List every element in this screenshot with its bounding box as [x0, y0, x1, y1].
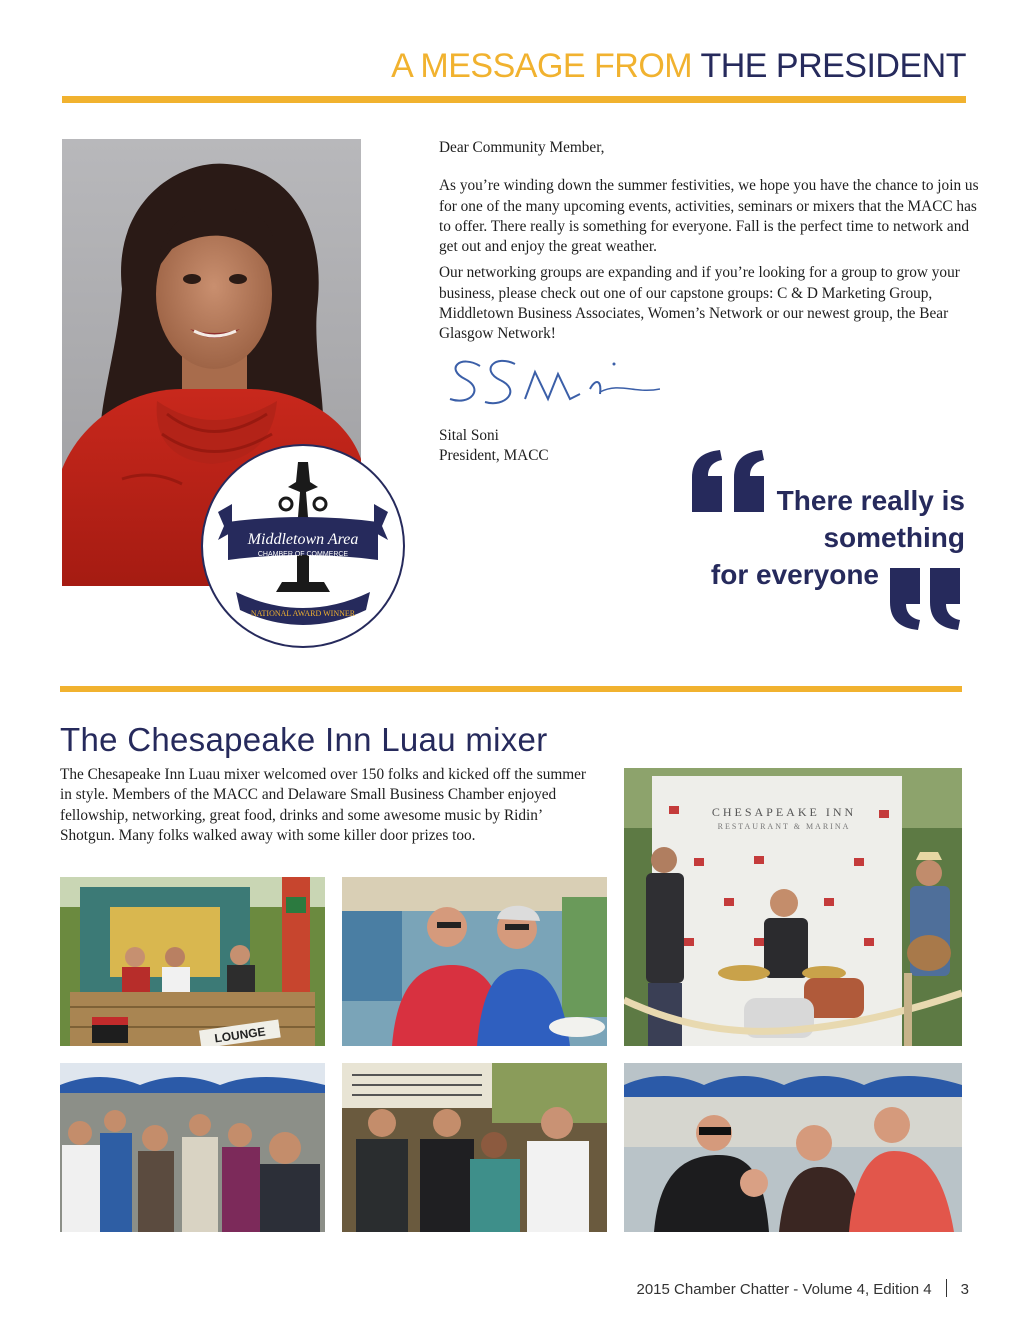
photo-band-performance	[624, 768, 962, 1046]
page-footer	[636, 1279, 969, 1301]
signer-title: President, MACC	[439, 447, 549, 465]
close-quote-icon	[884, 564, 964, 634]
handwritten-signature	[440, 344, 660, 422]
mixer-description: The Chesapeake Inn Luau mixer welcomed over 150 folks and kicked off the summer in style. Members of the MACC and Delaware Small Business Chamber enjoyed fellowship, networking, great food, drinks and some awesome music by Ridin’ Shotgun. Many folks walked away with some killer door prizes too.	[60, 766, 587, 844]
photo-crowd-networking	[60, 1063, 325, 1232]
header-title-part2: THE PRESIDENT	[700, 47, 966, 85]
seal-banner-text: Middletown Area	[247, 531, 359, 548]
photo-group-of-four	[342, 1063, 607, 1232]
signer-block	[439, 426, 549, 467]
pull-quote-line-3: for everyone	[710, 559, 879, 590]
seal-award-text: NATIONAL AWARD WINNER	[250, 609, 356, 618]
footer-separator	[946, 1279, 947, 1297]
page-number: 3	[960, 1281, 969, 1298]
header-title-part1: A MESSAGE FROM	[391, 47, 701, 85]
footer-publication: 2015 Chamber Chatter - Volume 4, Edition 4	[636, 1281, 932, 1298]
photo-couple-smiling	[342, 877, 607, 1046]
open-quote-icon	[690, 448, 770, 518]
backdrop-subtitle: RESTAURANT & MARINA	[717, 822, 851, 831]
photo-tiki-bar	[60, 877, 325, 1046]
photo-women-group	[624, 1063, 962, 1232]
pull-quote-line-1: There really is	[776, 485, 965, 516]
chamber-seal-logo	[198, 442, 408, 650]
lounge-sign-text: LOUNGE	[213, 1024, 267, 1046]
president-letter	[439, 138, 979, 351]
signer-name: Sital Soni	[439, 427, 499, 444]
page-header-title	[391, 46, 966, 86]
pull-quote-line-2: something	[823, 522, 965, 553]
seal-sub-text: CHAMBER OF COMMERCE	[257, 551, 349, 558]
letter-greeting: Dear Community Member,	[439, 139, 605, 156]
mixer-section-title: The Chesapeake Inn Luau mixer	[60, 721, 548, 758]
letter-paragraph-2: Our networking groups are expanding and if you’re looking for a group to grow your business, please check out one of our capstone groups: C & D Marketing Group, Middletown Business Associates, Women’s Network or our newest group, the Bear Glasgow Network!	[439, 264, 960, 343]
backdrop-title: CHESAPEAKE INN	[711, 805, 857, 819]
letter-paragraph-1: As you’re winding down the summer festivities, we hope you have the chance to join us for one of the many upcoming events, activities, seminars or mixers that the MACC has to offer. There really is something for everyone. Fall is the perfect time to network and get out and enjoy the great weather.	[439, 177, 979, 256]
section-divider	[60, 686, 962, 692]
header-divider	[62, 96, 966, 103]
